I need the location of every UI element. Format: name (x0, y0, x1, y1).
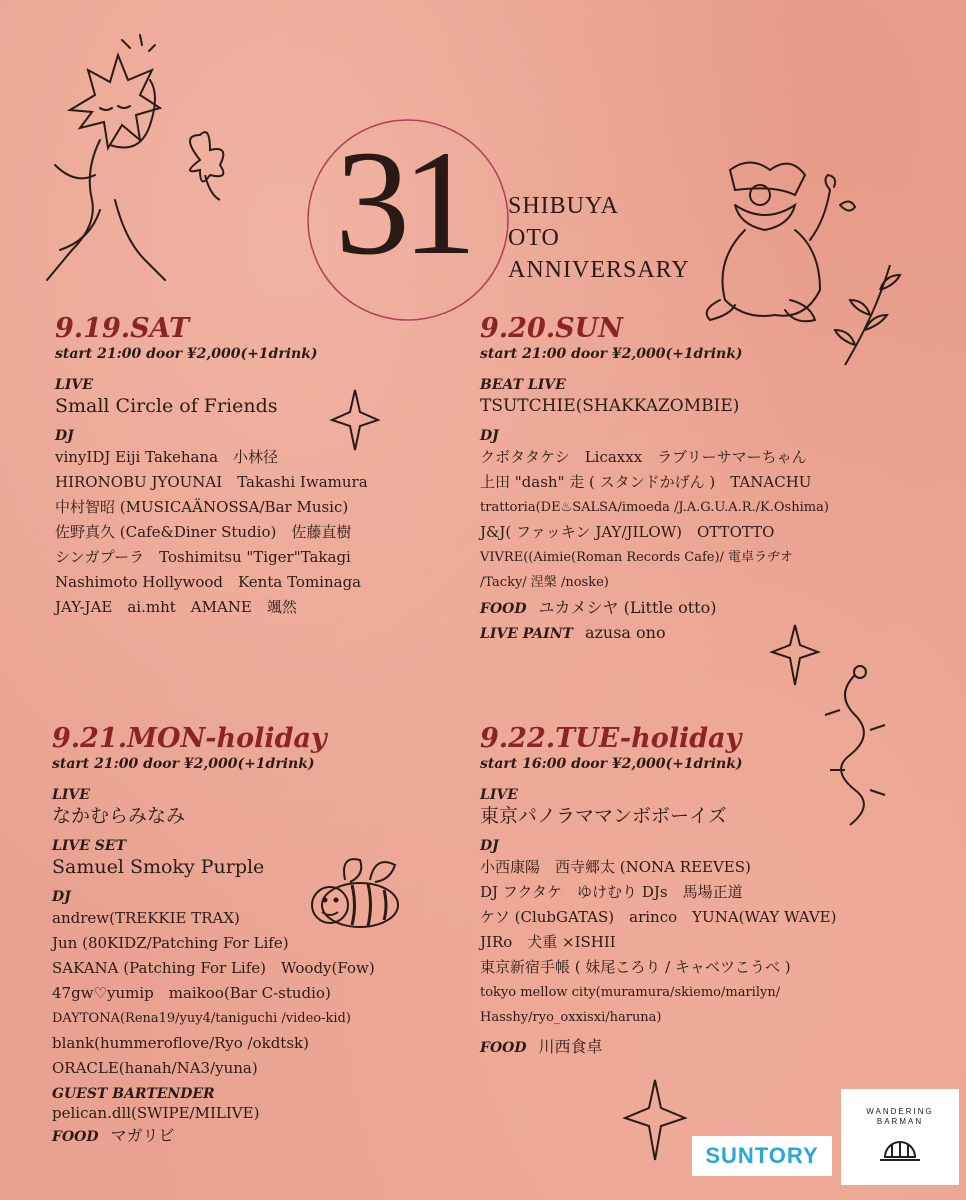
day-time: start 21:00 door ¥2,000(+1drink) (55, 346, 318, 362)
food-row (480, 1034, 836, 1059)
dj-line: 上田 "dash" 走 ( スタンドかげん ) TANACHU (480, 473, 812, 491)
suntory-logo: SUNTORY (692, 1136, 832, 1176)
food-label: FOOD (52, 1129, 99, 1145)
leaf-branch-drawing (835, 265, 900, 365)
dj-line: JIRo 犬重 ×ISHII (480, 933, 616, 951)
dj-line: ORACLE(hanah/NA3/yuna) (52, 1059, 258, 1077)
live-act: Small Circle of Friends (55, 395, 278, 417)
day-time: start 21:00 door ¥2,000(+1drink) (52, 756, 315, 772)
food-row (480, 595, 829, 620)
dj-label: DJ (55, 428, 74, 444)
dj-line: HIRONOBU JYOUNAI Takashi Iwamura (55, 473, 368, 491)
twinkle-star-3 (625, 1080, 685, 1160)
live-paint-row (480, 620, 829, 645)
anniversary-subtitle (508, 190, 690, 286)
star-head-figure-drawing (47, 35, 165, 280)
dj-line: VIVRE((Aimie(Roman Records Cafe)/ 電卓ラヂオ (480, 550, 793, 565)
jester-figure-drawing (707, 163, 855, 322)
dj-line: /Tacky/ 涅槃 /noske) (480, 575, 609, 590)
dj-line: 佐野真久 (Cafe&Diner Studio) 佐藤直樹 (55, 523, 352, 541)
live-act: 東京パノラママンボボーイズ (480, 805, 727, 827)
dj-label: DJ (52, 889, 71, 905)
barman-emblem-icon (870, 1127, 930, 1167)
dj-line: ケソ (ClubGATAS) arinco YUNA(WAY WAVE) (480, 908, 837, 926)
subtitle-line-3: ANNIVERSARY (508, 257, 690, 283)
barman-logo-text-1: WANDERING (866, 1107, 934, 1116)
day-section-4 (480, 722, 836, 1059)
live-paint-artist: azusa ono (584, 623, 666, 642)
dj-line: 東京新宿手帳 ( 妹尾ころり / キャベツこうべ ) (480, 958, 791, 976)
guest-bartender-label: GUEST BARTENDER (52, 1086, 215, 1102)
food-row (52, 1123, 375, 1148)
day-date: 9.22.TUE-holiday (480, 723, 742, 754)
day-section-2 (480, 312, 829, 645)
dj-line: DJ フクタケ ゆけむり DJs 馬場正道 (480, 883, 743, 901)
subtitle-line-1: SHIBUYA (508, 193, 620, 219)
dj-label: DJ (480, 838, 499, 854)
live-label: LIVE (55, 377, 93, 393)
day-time: start 21:00 door ¥2,000(+1drink) (480, 346, 743, 362)
day-date: 9.20.SUN (480, 313, 623, 344)
food-vendor: ユカメシヤ (Little otto) (538, 598, 717, 617)
day-time: start 16:00 door ¥2,000(+1drink) (480, 756, 743, 772)
dj-line: Nashimoto Hollywood Kenta Tominaga (55, 573, 362, 591)
dj-line: J&J( ファッキン JAY/JILOW) OTTOTTO (480, 523, 775, 541)
day-section-1 (55, 312, 368, 620)
dj-line: blank(hummeroflove/Ryo /okdtsk) (52, 1034, 309, 1052)
dj-line: SAKANA (Patching For Life) Woody(Fow) (52, 959, 375, 977)
dj-line: andrew(TREKKIE TRAX) (52, 909, 240, 927)
dj-line: DAYTONA(Rena19/yuy4/taniguchi /video-kid) (52, 1011, 351, 1026)
live-act: TSUTCHIE(SHAKKAZOMBIE) (480, 396, 740, 416)
dj-label: DJ (480, 428, 499, 444)
beat-live-label: BEAT LIVE (480, 377, 566, 393)
live-paint-label: LIVE PAINT (480, 626, 573, 642)
day-date: 9.21.MON-holiday (52, 723, 327, 754)
live-label: LIVE (480, 787, 518, 803)
dj-line: シンガプーラ Toshimitsu "Tiger"Takagi (55, 548, 351, 566)
live-set-label: LIVE SET (52, 838, 126, 854)
live-set-act: Samuel Smoky Purple (52, 856, 265, 878)
live-label: LIVE (52, 787, 90, 803)
day-date: 9.19.SAT (55, 313, 190, 344)
barman-logo-text-2: BARMAN (876, 1117, 924, 1126)
dj-line: クボタタケシ Licaxxx ラブリーサマーちゃん (480, 448, 807, 466)
dj-line: vinyIDJ Eiji Takehana 小林径 (55, 448, 279, 466)
dj-line: JAY-JAE ai.mht AMANE 颯然 (55, 598, 297, 616)
dj-line: Jun (80KIDZ/Patching For Life) (52, 934, 289, 952)
wandering-barman-logo (841, 1089, 959, 1185)
food-vendor: 川西食卓 (538, 1037, 603, 1056)
food-label: FOOD (480, 601, 527, 617)
anniversary-number: 31 (335, 120, 469, 286)
guest-bartender: pelican.dll(SWIPE/MILIVE) (52, 1104, 260, 1122)
dj-line: trattoria(DE♨SALSA/imoeda /J.A.G.U.A.R./K.Oshima) (480, 500, 829, 515)
dj-line: Hasshy/ryo_oxxisxi/haruna) (480, 1010, 662, 1025)
subtitle-line-2: OTO (508, 225, 560, 251)
flower-drawing (190, 132, 223, 200)
food-vendor: マガリビ (110, 1126, 175, 1145)
dj-line: 小西康陽 西寺郷太 (NONA REEVES) (480, 858, 751, 876)
live-act: なかむらみなみ (52, 805, 186, 827)
food-label: FOOD (480, 1040, 527, 1056)
dj-line: tokyo mellow city(muramura/skiemo/marilyn/ (480, 985, 781, 1000)
day-section-3 (52, 722, 375, 1148)
dj-line: 中村智昭 (MUSICAÄNOSSA/Bar Music) (55, 498, 349, 516)
dj-line: 47gw♡yumip maikoo(Bar C-studio) (52, 984, 331, 1002)
